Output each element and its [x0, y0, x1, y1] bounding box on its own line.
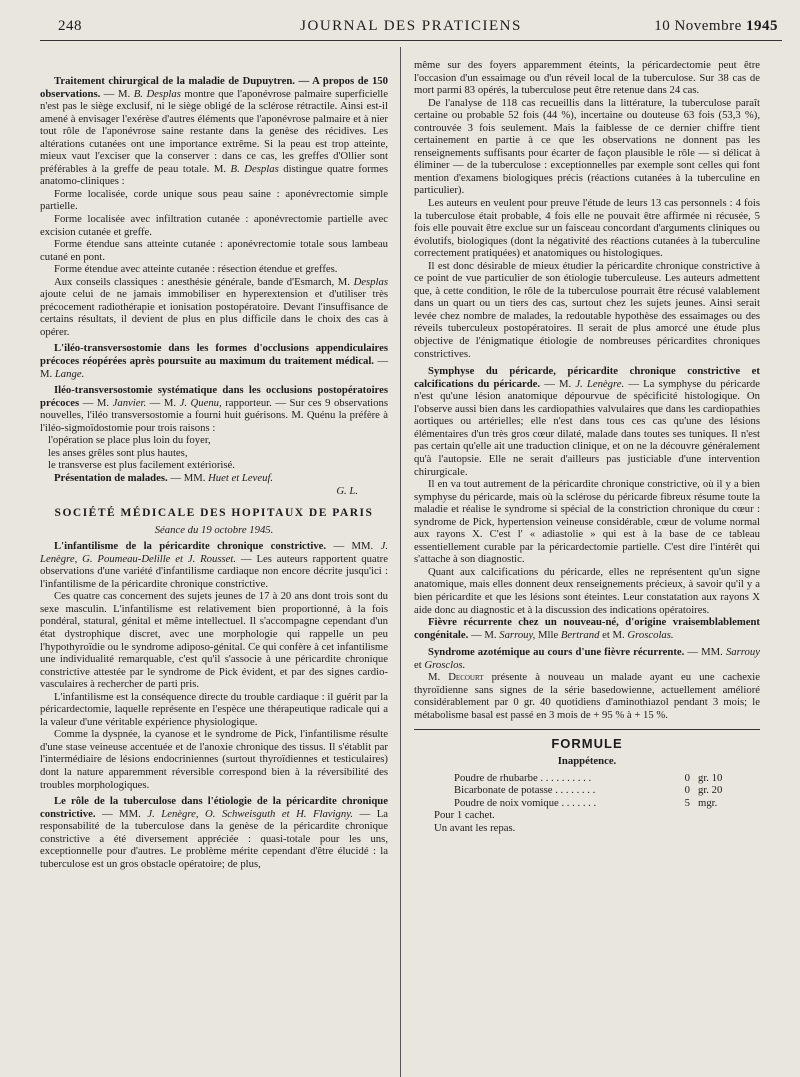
dupuytren-form: Forme étendue avec atteinte cutanée : résection étendue et greffes. — [54, 263, 338, 276]
presentation-malades: Présentation de malades. — MM. Huet et Leveuf. — [54, 471, 274, 484]
seance-date: Séance du 19 octobre 1945. — [154, 523, 274, 536]
page-header — [40, 14, 782, 41]
syndrome-article: Syndrome azotémique au cours d'une fièvre récurrente. — MM. Sarrouy et Grosclos. — [414, 646, 760, 671]
tuberculose-continued: même sur des foyers apparemment éteints, la péricardectomie peut être l'occasion d'un essaimage ou d'un réveil local de la tuberculose. Sur 38 cas de mort parmi 83 opérés, la tuberculose peut être retenue dans 24 cas. — [414, 59, 760, 97]
ileo-reason: l'opération se place plus loin du foyer, — [48, 434, 211, 447]
dupuytren-article: Traitement chirurgical de la maladie de Dupuytren. — A propos de 150 observations. — M. B. Desplas montre que l'aponévrose palmaire superficielle n'est pas le siège exclusif, ni le siège obligé de la sclérose rétractile. Ainsi est-il amené à envisager l'exérèse d'autres éléments que l'aponévrose palmaire et à nier tout rôle de l'aponévrose saine restante dans la genèse des récidives. Les altérations cutanées ont une importance extrême. Si la peau est trop atteinte, mieux vaut l'exciser que la conserver : dans ce cas, les greffes d'Ollier sont préférables à la greffe de peau totale. M. B. Desplas distingue quatre formes anatomo-cliniques : — [40, 75, 389, 188]
infantilisme-paragraph: Comme la dyspnée, la cyanose et le syndrome de Pick, l'infantilisme résulte d'une stase veineuse accentuée et de l'anoxie chronique des tissus. Il s'établit par l'intermédiaire de lésions endocriniennes (surtout thyroïdiennes et testiculaires) dont la nature apparemment réversible correspond bien à la réversibilité des troubles morphologiques. — [40, 728, 388, 791]
right-column — [400, 47, 760, 1077]
decourt-paragraph: M. Decourt présente à nouveau un malade ayant eu une cachexie thyroïdienne sans signes de la série basedowienne, actuellement amélioré considérablement par 0 gr. 40 quotidiens d'aminothiazol pendant 3 mois; le métabolisme basal est passé en 3 mois de + 95 % à + 15 %. — [414, 671, 760, 721]
tuberculose-paragraph: De l'analyse de 118 cas recueillis dans la littérature, la tuberculose paraît certaine ou probable 52 fois (44 %), incertaine ou douteuse 63 fois (53,3 %), controuvée 3 fois seulement. Mais la faiblesse de ce dernier chiffre tient certainement en partie à ce que les observations ne donnent pas les renseignements suffisants pour écarter de façon plausible le rôle — si délicat à éliminer — de la tuberculose : exceptionnelles par exemple sont celles qui font mention d'examens biologiques précis (réactions cutanées à la tuberculine en particulier). — [414, 96, 760, 197]
symphyse-article: Symphyse du péricarde, péricardite chronique constrictive et calcifications du péricarde. — M. J. Lenègre. — La symphyse du péricarde n'est qu'une lésion anatomique dépourvue de spécificité histologique. On l'observe aussi bien dans les cardiopathies valvulaires que dans les cardiopathies aortiques ou artérielles; elle n'est dans tous ces cas qu'une des lésions élémentaires d'un très gros cœur dilaté, malade dans toutes ses tuniques. Il n'est pas certain qu'elle ait une traduction clinique, et on ne la découvre généralement qu'à l'autopsie. Elle ne serait d'ailleurs pas justiciable d'une intervention chirurgicale. — [414, 365, 760, 478]
infantilisme-article: L'infantilisme de la péricardite chronique constrictive. — MM. J. Lenègre, G. Poumeau-Delille et J. Rousset. — Les auteurs rapportent quatre observations d'une variété d'infantilisme cardiaque non encore décrite jusqu'ici : l'infantilisme de la péricardite chronique constrictive. — [40, 540, 388, 590]
fievre-article: Fièvre récurrente chez un nouveau-né, d'origine vraisemblablement congénitale. — M. Sarrouy, Mlle Bertrand et M. Groscolas. — [414, 616, 760, 641]
infantilisme-paragraph: Ces quatre cas concernent des sujets jeunes de 17 à 20 ans dont trois sont du sexe masculin. L'infantilisme est relativement bien proportionné, à la fois pondéral, statural, génital et même intellectuel. Il s'accompagne cependant d'un état dystrophique discret, avec une morphologie qui rappelle un peu l'hypothyroïdie ou le syndrome adiposo-génital. Ce qui confère à cet infantilisme une individualité remarquable, c'est qu'il s'associe à une péricardite chronique constrictive attestée par le syndrome de Pick évident, et par des signes cardio-vasculaires à rechercher de parti pris. — [40, 590, 388, 691]
infantilisme-paragraph: L'infantilisme est la conséquence directe du trouble cardiaque : il guérit par la péricardectomie, laquelle représente en l'espèce une thérapeutique radicale qui a la valeur d'une véritable expérience physiologique. — [40, 690, 388, 728]
dupuytren-form: Forme localisée avec infiltration cutanée : aponévrectomie partielle avec excision cutanée et greffe. — [40, 213, 388, 238]
ingredient-row: Poudre de noix vomique . . . . . . . 5 mgr. — [454, 796, 718, 809]
dupuytren-form: Forme localisée, corde unique sous peau saine : aponévrectomie simple partielle. — [40, 187, 388, 213]
society-heading: SOCIÉTÉ MÉDICALE DES HOPITAUX DE PARIS — [54, 507, 374, 520]
tuberculose-paragraph: Il est donc désirable de mieux étudier la péricardite chronique constrictive à ce point de vue particulier de son étiologie tuberculeuse. Les auteurs admettent que, à cette condition, le rôle de la tuberculose pourrait être récusé valablement dans un quart ou un tiers des cas, surtout chez les sujets jeunes. Ainsi serait levée chez nombre de malades, la redoutable hypothèse des essaimages ou des réveils tuberculeux postopératoires. Il serait de plus amorcé une étude plus objective de l'énigmatique étiologie de nombreuses péricardites chroniques constrictives. — [414, 259, 760, 360]
formule-note: Pour 1 cachet. — [434, 809, 495, 822]
formule-title: FORMULE — [551, 736, 623, 752]
dupuytren-conseils: Aux conseils classiques : anesthésie générale, bande d'Esmarch, M. Desplas ajoute celui de ne jamais immobiliser en hyperextension et d'utiliser très précocement radiothérapie et ionisation postopératoire. Devant l'insuffisance de certains résultats, il devient de plus en plus difficile dans le choix des cas à opérer. — [40, 275, 388, 338]
ileo-reason: le transverse est plus facilement extériorisé. — [48, 459, 235, 472]
ileo-reason: les anses grêles sont plus hautes, — [48, 446, 188, 459]
issue-date: 10 Novembre 1945 — [654, 18, 778, 34]
tuberculose-paragraph: Les auteurs en veulent pour preuve l'étude de leurs 13 cas personnels : 4 fois la tuberculose était probable, 4 fois elle ne pouvait être affirmée ni récusée, 5 fois elle pouvait être exclue sur un faisceau concordant d'arguments cliniques ou évolutifs, biologiques (dont la négativité des réactions cutanées à la tuberculine correctement pratiquées) et anatomiques ou histologiques. — [414, 197, 760, 260]
ingredient-row: Poudre de rhubarbe . . . . . . . . . . 0 gr. 10 — [454, 771, 723, 784]
formule-box — [414, 729, 760, 834]
page-number: 248 — [58, 18, 82, 34]
tuberculose-article: Le rôle de la tuberculose dans l'étiologie de la péricardite chronique constrictive. — MM. J. Lenègre, O. Schweisguth et H. Flavigny. — La responsabilité de la tuberculose dans la genèse de la péricardite chronique constrictive a été diversement appréciée : quasi-totale pour les uns, exceptionnelle pour d'autres. Le problème mérite cependant d'être élucidé : la tuberculose est un gros obstacle opératoire; de plus, — [40, 795, 388, 870]
journal-title: JOURNAL DES PRATICIENS — [300, 18, 522, 34]
symphyse-paragraph: Quant aux calcifications du péricarde, elles ne représentent qu'un signe anatomique, mais elles donnent deux renseignements précieux, à savoir qu'il y a bien péricardite et que les lésions sont éteintes. Leur constatation aux rayons X aide donc au diagnostic et à la discussion des indications opératoires. — [414, 565, 760, 616]
formule-subtitle: Inappétence. — [557, 754, 617, 767]
left-column — [40, 75, 400, 1077]
ingredient-row: Bicarbonate de potasse . . . . . . . . 0 gr. 20 — [454, 784, 723, 797]
dupuytren-form: Forme étendue sans atteinte cutanée : aponévrectomie totale sous lambeau cutané en pont. — [40, 238, 388, 263]
section-signature: G. L. — [336, 484, 358, 497]
ileo-article-2: Iléo-transversostomie systématique dans les occlusions postopératoires précoces — M. Janvier. — M. J. Quenu, rapporteur. — Sur ces 9 observations nouvelles, l'iléo transversostomie a fourni huit guérisons. M. Quénu la préfère à l'iléo-sigmoïdostomie pour trois raisons : — [40, 384, 388, 434]
formule-note: Un avant les repas. — [434, 821, 516, 834]
symphyse-paragraph: Il en va tout autrement de la péricardite chronique constrictive, où il y a bien symphyse du péricarde, mais où la sclérose du péricarde fibreux résume toute la maladie et réalise le syndrome si spécial de la constriction chronique du cœur : syndrome de Pick, hypertension veineuse considérable, cœur de volume normal aux rayons X. C'est l' « adiastolie » qui est à la base de ce tableau essentiellement curable par la péricardectomie partielle. C'est dire l'intérêt qui s'attache à son diagnostic. — [414, 478, 760, 566]
ileo-article-1: L'iléo-transversostomie dans les formes d'occlusions appendiculaires précoces réopérées après poursuite au maximum du traitement médical. — M. Lange. — [40, 342, 389, 380]
